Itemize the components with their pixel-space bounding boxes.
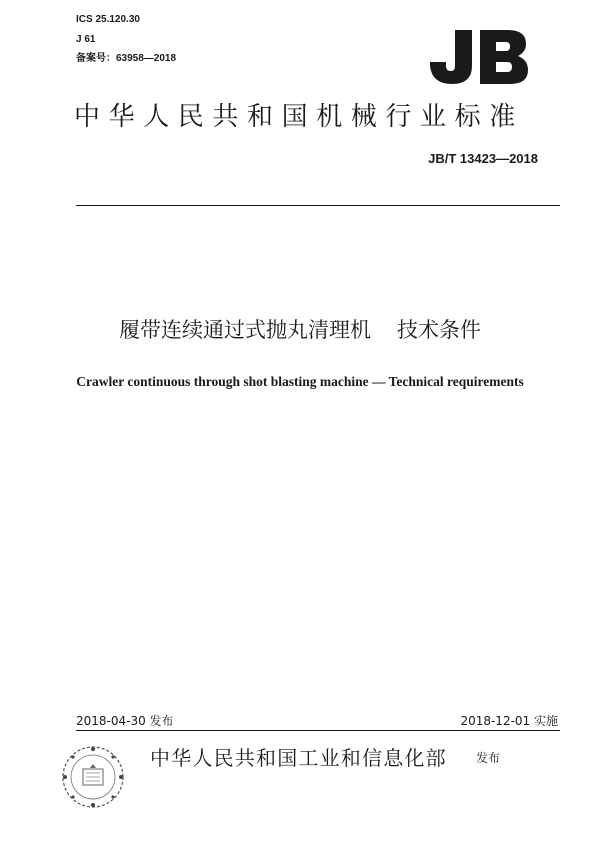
english-title: Crawler continuous through shot blasting machine — Technical requirements (76, 374, 524, 389)
chinese-title-sub: 技术条件 (397, 318, 481, 342)
chinese-title (0, 316, 600, 344)
ministry-seal-icon (56, 740, 130, 814)
ics-code: ICS 25.120.30 (76, 14, 140, 25)
classification-code: J 61 (76, 34, 96, 45)
issue-date: 2018-04-30 发布 (76, 714, 174, 728)
issuing-authority-suffix: 发布 (476, 751, 501, 765)
record-number: 备案号：63958—2018 (76, 53, 177, 64)
standard-number: JB/T 13423—2018 (428, 151, 538, 166)
implementation-date: 2018-12-01 实施 (460, 714, 558, 728)
chinese-title-main: 履带连续通过式抛丸清理机 (119, 318, 371, 342)
issuing-authority: 中华人民共和国工业和信息化部 (150, 746, 447, 770)
standard-category-title: 中华人民共和国机械行业标准 (74, 102, 524, 132)
jb-logo (424, 26, 532, 88)
header-divider (76, 205, 560, 206)
footer-divider (76, 730, 560, 731)
